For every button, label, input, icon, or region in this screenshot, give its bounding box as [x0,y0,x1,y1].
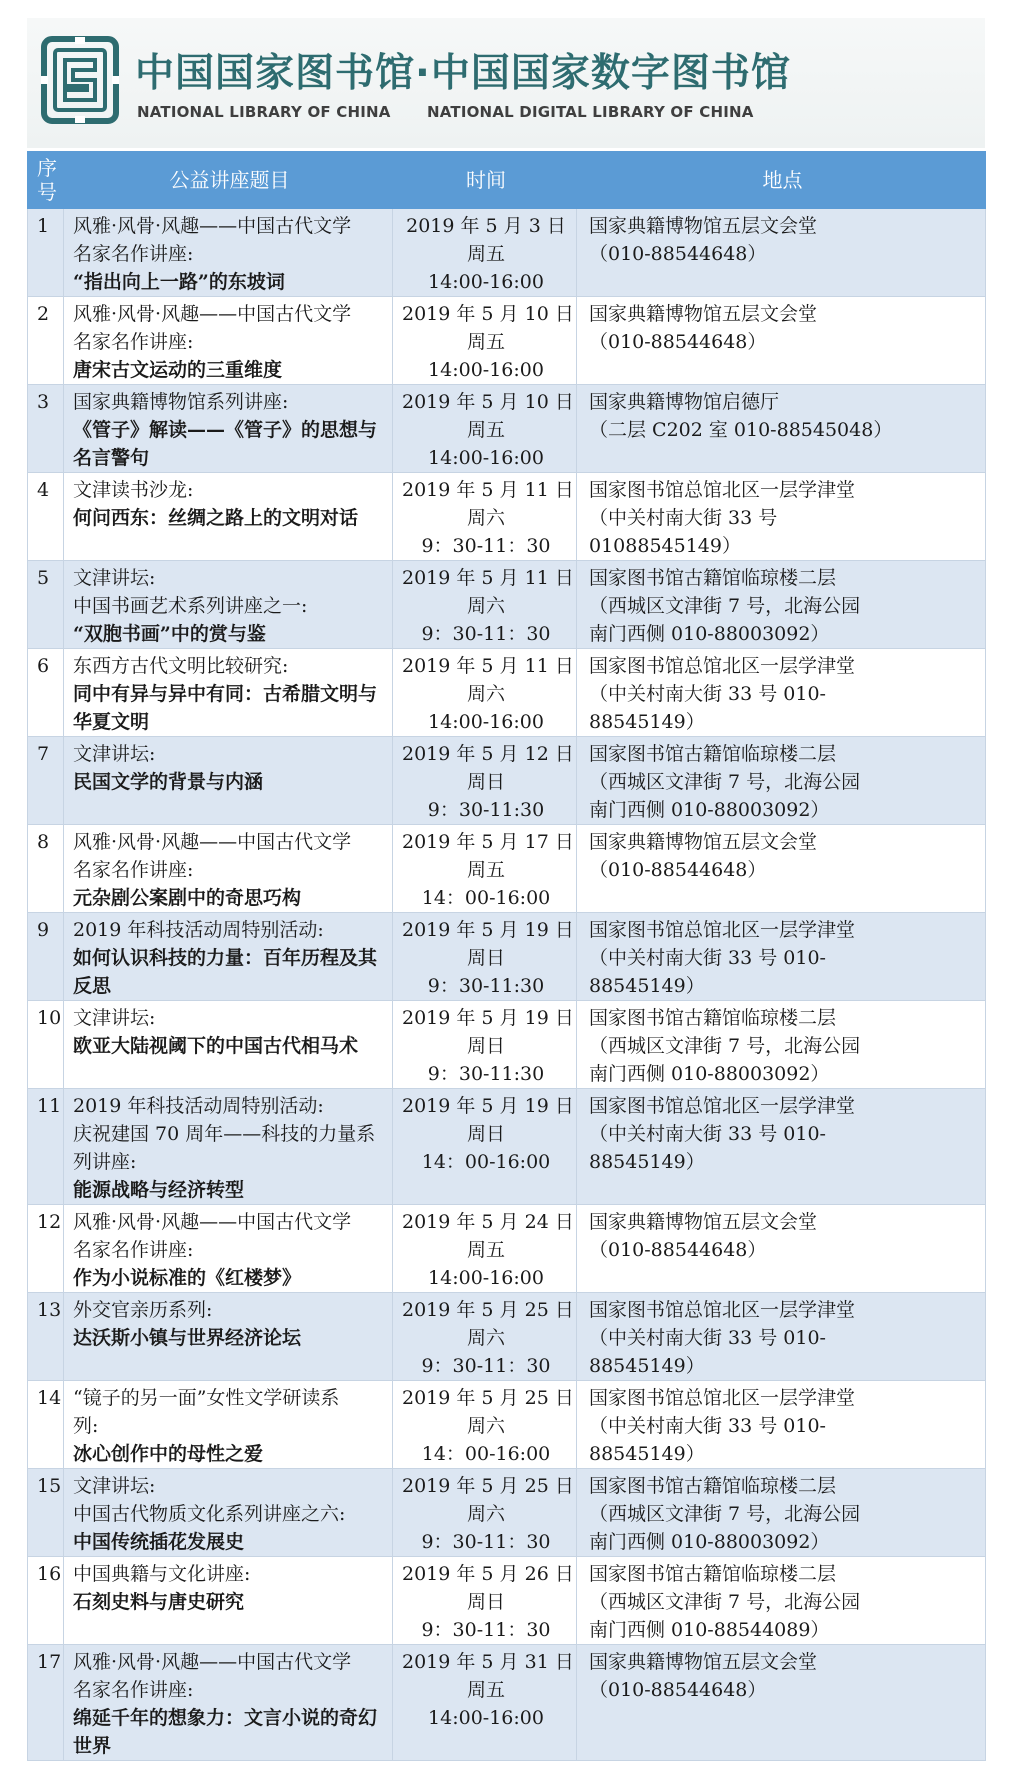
lecture-place-line: 国家典籍博物馆五层文会堂 [589,1651,818,1673]
lecture-hours: 14:00-16:00 [428,271,544,293]
lecture-hours: 9：30-11:30 [427,975,545,997]
lecture-place-line: 国家典籍博物馆五层文会堂 [589,831,818,853]
row-number: 6 [28,649,64,737]
lecture-hours: 14：00-16:00 [421,887,551,909]
lecture-place-line: 南门西侧 010-88003092） [589,623,830,645]
column-header-place: 地点 [577,152,986,209]
lecture-hours: 9：30-11:30 [427,799,545,821]
row-number: 7 [28,737,64,825]
table-row [28,385,986,473]
table-row [28,913,986,1001]
lecture-series-line: 东西方古代文明比较研究: [73,655,289,677]
lecture-place-line: 国家图书馆古籍馆临琼楼二层 [589,743,837,765]
library-banner [27,18,985,148]
lecture-time-cell [393,737,577,825]
lecture-place-line: （中关村南大街 33 号 010- [589,947,826,969]
table-row [28,649,986,737]
table-row [28,1645,986,1761]
lecture-title-line: 民国文学的背景与内涵 [73,771,264,793]
table-row [28,737,986,825]
lecture-weekday: 周日 [466,771,505,793]
lecture-place-line: （中关村南大街 33 号 [589,507,778,529]
lecture-series-line: 名家名作讲座: [73,1679,194,1701]
row-number: 16 [28,1557,64,1645]
lecture-date: 2019 年 5 月 19 日 [402,1007,574,1029]
lecture-title-line: 何问西东：丝绸之路上的文明对话 [73,507,359,529]
lecture-place-line: （010-88544648） [589,331,767,353]
row-number: 8 [28,825,64,913]
lecture-title-line: 石刻史料与唐史研究 [73,1591,245,1613]
lecture-time-cell [393,1089,577,1205]
lecture-time-cell [393,1001,577,1089]
lecture-time-cell [393,649,577,737]
lecture-title-line: 世界 [73,1735,112,1757]
lecture-series-line: “镜子的另一面”女性文学研读系 [73,1387,340,1409]
lecture-weekday: 周六 [466,507,505,529]
lecture-series-line: 风雅·风骨·风趣——中国古代文学 [73,215,352,237]
table-row [28,473,986,561]
lecture-hours: 14:00-16:00 [428,447,544,469]
lecture-place-cell [577,1001,986,1089]
lecture-hours: 14：00-16:00 [421,1443,551,1465]
lecture-weekday: 周五 [466,1679,505,1701]
lecture-weekday: 周日 [466,1123,505,1145]
lecture-place-line: 国家图书馆总馆北区一层学津堂 [589,919,856,941]
lecture-time-cell [393,473,577,561]
row-number: 15 [28,1469,64,1557]
lecture-topic-cell [64,1001,393,1089]
lecture-place-cell [577,1089,986,1205]
lecture-weekday: 周六 [466,683,505,705]
lecture-topic-cell [64,209,393,297]
lecture-hours: 14:00-16:00 [428,1267,544,1289]
lecture-topic-cell [64,913,393,1001]
lecture-time-cell [393,1205,577,1293]
library-name-english: NATIONAL LIBRARY OF CHINA [137,103,391,121]
lecture-place-line: 国家图书馆总馆北区一层学津堂 [589,1095,856,1117]
row-number: 5 [28,561,64,649]
lecture-topic-cell [64,1469,393,1557]
table-row [28,1001,986,1089]
lecture-date: 2019 年 5 月 19 日 [402,1095,574,1117]
lecture-series-line: 文津讲坛: [73,1007,156,1029]
table-row [28,1293,986,1381]
lecture-topic-cell [64,737,393,825]
lecture-date: 2019 年 5 月 25 日 [402,1475,574,1497]
lecture-time-cell [393,1381,577,1469]
lecture-place-line: （西城区文津街 7 号，北海公园 [589,1591,861,1613]
lecture-series-line: 2019 年科技活动周特别活动: [73,1095,324,1117]
lecture-date: 2019 年 5 月 11 日 [402,655,574,677]
row-number: 14 [28,1381,64,1469]
lecture-place-line: 国家图书馆总馆北区一层学津堂 [589,1299,856,1321]
lecture-series-line: 列讲座: [73,1151,137,1173]
lecture-date: 2019 年 5 月 10 日 [402,391,574,413]
lecture-weekday: 周六 [466,1327,505,1349]
lecture-place-cell [577,1557,986,1645]
lecture-place-line: 国家图书馆总馆北区一层学津堂 [589,1387,856,1409]
lecture-place-line: （010-88544648） [589,859,767,881]
lecture-place-line: 国家图书馆古籍馆临琼楼二层 [589,567,837,589]
table-row [28,1205,986,1293]
lecture-place-line: （010-88544648） [589,243,767,265]
lecture-place-line: 88545149） [589,1443,705,1465]
lecture-weekday: 周五 [466,859,505,881]
lecture-series-line: 外交官亲历系列: [73,1299,213,1321]
row-number: 13 [28,1293,64,1381]
lecture-date: 2019 年 5 月 11 日 [402,479,574,501]
column-header-number: 序 号 [28,152,64,209]
table-row [28,1557,986,1645]
lecture-weekday: 周日 [466,947,505,969]
lecture-date: 2019 年 5 月 24 日 [402,1211,574,1233]
lecture-title-line: 《管子》解读——《管子》的思想与 [73,419,378,441]
lecture-series-line: 中国典籍与文化讲座: [73,1563,251,1585]
lecture-time-cell [393,1293,577,1381]
lecture-series-line: 2019 年科技活动周特别活动: [73,919,324,941]
lecture-place-cell [577,825,986,913]
lecture-topic-cell [64,1205,393,1293]
lecture-schedule-table [27,151,986,1761]
lecture-weekday: 周五 [466,1239,505,1261]
lecture-place-cell [577,473,986,561]
lecture-hours: 14:00-16:00 [428,359,544,381]
lecture-title-line: “指出向上一路”的东坡词 [73,271,285,293]
lecture-title-line: 作为小说标准的《红楼梦》 [73,1267,302,1289]
lecture-title-line: 同中有异与异中有同：古希腊文明与 [73,683,378,705]
lecture-title-line: 元杂剧公案剧中的奇思巧构 [73,887,302,909]
lecture-topic-cell [64,1381,393,1469]
lecture-place-cell [577,1381,986,1469]
table-row [28,209,986,297]
lecture-place-cell [577,209,986,297]
lecture-title-line: 能源战略与经济转型 [73,1179,245,1201]
lecture-place-line: 国家典籍博物馆启德厅 [589,391,780,413]
lecture-hours: 14:00-16:00 [428,711,544,733]
lecture-series-line: 名家名作讲座: [73,1239,194,1261]
table-row [28,1469,986,1557]
lecture-series-line: 名家名作讲座: [73,859,194,881]
lecture-place-line: （中关村南大街 33 号 010- [589,683,826,705]
lecture-hours: 9：30-11：30 [421,623,551,645]
lecture-series-line: 文津读书沙龙: [73,479,194,501]
lecture-place-line: （010-88544648） [589,1239,767,1261]
lecture-place-cell [577,737,986,825]
row-number: 10 [28,1001,64,1089]
lecture-hours: 14：00-16:00 [421,1151,551,1173]
lecture-place-cell [577,385,986,473]
lecture-series-line: 中国书画艺术系列讲座之一: [73,595,308,617]
lecture-date: 2019 年 5 月 19 日 [402,919,574,941]
lecture-date: 2019 年 5 月 12 日 [402,743,574,765]
lecture-series-line: 风雅·风骨·风趣——中国古代文学 [73,831,352,853]
lecture-date: 2019 年 5 月 31 日 [402,1651,574,1673]
lecture-place-cell [577,1469,986,1557]
table-row [28,1089,986,1205]
lecture-time-cell [393,561,577,649]
lecture-place-line: （中关村南大街 33 号 010- [589,1123,826,1145]
lecture-date: 2019 年 5 月 25 日 [402,1387,574,1409]
lecture-topic-cell [64,297,393,385]
lecture-title-line: 欧亚大陆视阈下的中国古代相马术 [73,1035,359,1057]
lecture-time-cell [393,209,577,297]
lecture-place-line: （二层 C202 室 010-88545048） [589,419,893,441]
lecture-topic-cell [64,1089,393,1205]
lecture-place-line: 国家典籍博物馆五层文会堂 [589,1211,818,1233]
row-number: 17 [28,1645,64,1761]
lecture-place-line: 南门西侧 010-88003092） [589,1063,830,1085]
lecture-place-line: （西城区文津街 7 号，北海公园 [589,771,861,793]
lecture-time-cell [393,1645,577,1761]
library-name-chinese: 中国国家图书馆·中国国家数字图书馆 [135,51,791,96]
lecture-place-line: 88545149） [589,1151,705,1173]
lecture-place-cell [577,297,986,385]
lecture-time-cell [393,913,577,1001]
lecture-title-line: 唐宋古文运动的三重维度 [73,359,283,381]
lecture-weekday: 周日 [466,1591,505,1613]
lecture-place-cell [577,1293,986,1381]
row-number: 9 [28,913,64,1001]
lecture-weekday: 周六 [466,595,505,617]
row-number: 12 [28,1205,64,1293]
lecture-place-cell [577,1205,986,1293]
lecture-time-cell [393,297,577,385]
lecture-hours: 14:00-16:00 [428,1707,544,1729]
lecture-title-line: 名言警句 [73,447,150,469]
lecture-topic-cell [64,1557,393,1645]
lecture-place-line: 南门西侧 010-88544089） [589,1619,830,1641]
lecture-topic-cell [64,825,393,913]
lecture-weekday: 周六 [466,1415,505,1437]
lecture-series-line: 文津讲坛: [73,743,156,765]
lecture-place-line: （中关村南大街 33 号 010- [589,1415,826,1437]
lecture-topic-cell [64,473,393,561]
lecture-series-line: 列: [73,1415,99,1437]
lecture-title-line: 达沃斯小镇与世界经济论坛 [73,1327,302,1349]
lecture-series-line: 庆祝建国 70 周年——科技的力量系 [73,1123,376,1145]
lecture-series-line: 风雅·风骨·风趣——中国古代文学 [73,1211,352,1233]
lecture-hours: 9：30-11:30 [427,1063,545,1085]
lecture-place-line: 国家图书馆古籍馆临琼楼二层 [589,1475,837,1497]
lecture-topic-cell [64,649,393,737]
digital-library-name-english: NATIONAL DIGITAL LIBRARY OF CHINA [427,103,754,121]
lecture-place-line: 南门西侧 010-88003092） [589,799,830,821]
lecture-place-cell [577,649,986,737]
table-header-row [28,152,986,209]
row-number: 1 [28,209,64,297]
lecture-date: 2019 年 5 月 26 日 [402,1563,574,1585]
lecture-time-cell [393,1557,577,1645]
lecture-place-line: 88545149） [589,1355,705,1377]
lecture-place-line: 88545149） [589,975,705,997]
lecture-place-line: 国家图书馆古籍馆临琼楼二层 [589,1563,837,1585]
lecture-title-line: 如何认识科技的力量：百年历程及其 [73,947,378,969]
table-row [28,1381,986,1469]
lecture-title-line: 冰心创作中的母性之爱 [73,1443,264,1465]
lecture-time-cell [393,1469,577,1557]
lecture-hours: 9：30-11：30 [421,535,551,557]
row-number: 2 [28,297,64,385]
lecture-weekday: 周五 [466,331,505,353]
lecture-date: 2019 年 5 月 3 日 [406,215,566,237]
lecture-date: 2019 年 5 月 10 日 [402,303,574,325]
national-library-seal-logo [41,36,119,124]
lecture-date: 2019 年 5 月 25 日 [402,1299,574,1321]
lecture-title-line: “双胞书画”中的赏与鉴 [73,623,266,645]
lecture-place-line: 南门西侧 010-88003092） [589,1531,830,1553]
lecture-place-line: 01088545149） [589,535,741,557]
lecture-series-line: 名家名作讲座: [73,243,194,265]
column-header-topic: 公益讲座题目 [64,152,393,209]
table-row [28,825,986,913]
lecture-place-line: 国家图书馆总馆北区一层学津堂 [589,479,856,501]
lecture-place-line: 国家图书馆总馆北区一层学津堂 [589,655,856,677]
lecture-place-cell [577,913,986,1001]
table-row [28,561,986,649]
lecture-time-cell [393,385,577,473]
lecture-place-line: （西城区文津街 7 号，北海公园 [589,1035,861,1057]
lecture-date: 2019 年 5 月 17 日 [402,831,574,853]
lecture-place-line: （中关村南大街 33 号 010- [589,1327,826,1349]
lecture-title-line: 反思 [73,975,112,997]
lecture-hours: 9：30-11：30 [421,1531,551,1553]
lecture-place-cell [577,1645,986,1761]
lecture-series-line: 国家典籍博物馆系列讲座: [73,391,289,413]
column-header-time: 时间 [393,152,577,209]
lecture-hours: 9：30-11：30 [421,1355,551,1377]
lecture-series-line: 文津讲坛: [73,567,156,589]
table-row [28,297,986,385]
lecture-place-line: 国家图书馆古籍馆临琼楼二层 [589,1007,837,1029]
lecture-weekday: 周五 [466,419,505,441]
lecture-topic-cell [64,561,393,649]
row-number: 11 [28,1089,64,1205]
lecture-place-line: 国家典籍博物馆五层文会堂 [589,215,818,237]
lecture-place-line: （010-88544648） [589,1679,767,1701]
lecture-place-cell [577,561,986,649]
lecture-place-line: （西城区文津街 7 号，北海公园 [589,1503,861,1525]
lecture-time-cell [393,825,577,913]
lecture-series-line: 风雅·风骨·风趣——中国古代文学 [73,1651,352,1673]
lecture-topic-cell [64,1645,393,1761]
lecture-series-line: 文津讲坛: [73,1475,156,1497]
lecture-title-line: 华夏文明 [73,711,150,733]
lecture-topic-cell [64,385,393,473]
lecture-series-line: 风雅·风骨·风趣——中国古代文学 [73,303,352,325]
row-number: 3 [28,385,64,473]
lecture-weekday: 周五 [466,243,505,265]
lecture-title-line: 绵延千年的想象力：文言小说的奇幻 [73,1707,378,1729]
lecture-series-line: 中国古代物质文化系列讲座之六: [73,1503,346,1525]
lecture-title-line: 中国传统插花发展史 [73,1531,245,1553]
lecture-topic-cell [64,1293,393,1381]
lecture-weekday: 周六 [466,1503,505,1525]
lecture-hours: 9：30-11：30 [421,1619,551,1641]
lecture-series-line: 名家名作讲座: [73,331,194,353]
lecture-weekday: 周日 [466,1035,505,1057]
row-number: 4 [28,473,64,561]
lecture-place-line: （西城区文津街 7 号，北海公园 [589,595,861,617]
lecture-date: 2019 年 5 月 11 日 [402,567,574,589]
lecture-place-line: 国家典籍博物馆五层文会堂 [589,303,818,325]
lecture-place-line: 88545149） [589,711,705,733]
